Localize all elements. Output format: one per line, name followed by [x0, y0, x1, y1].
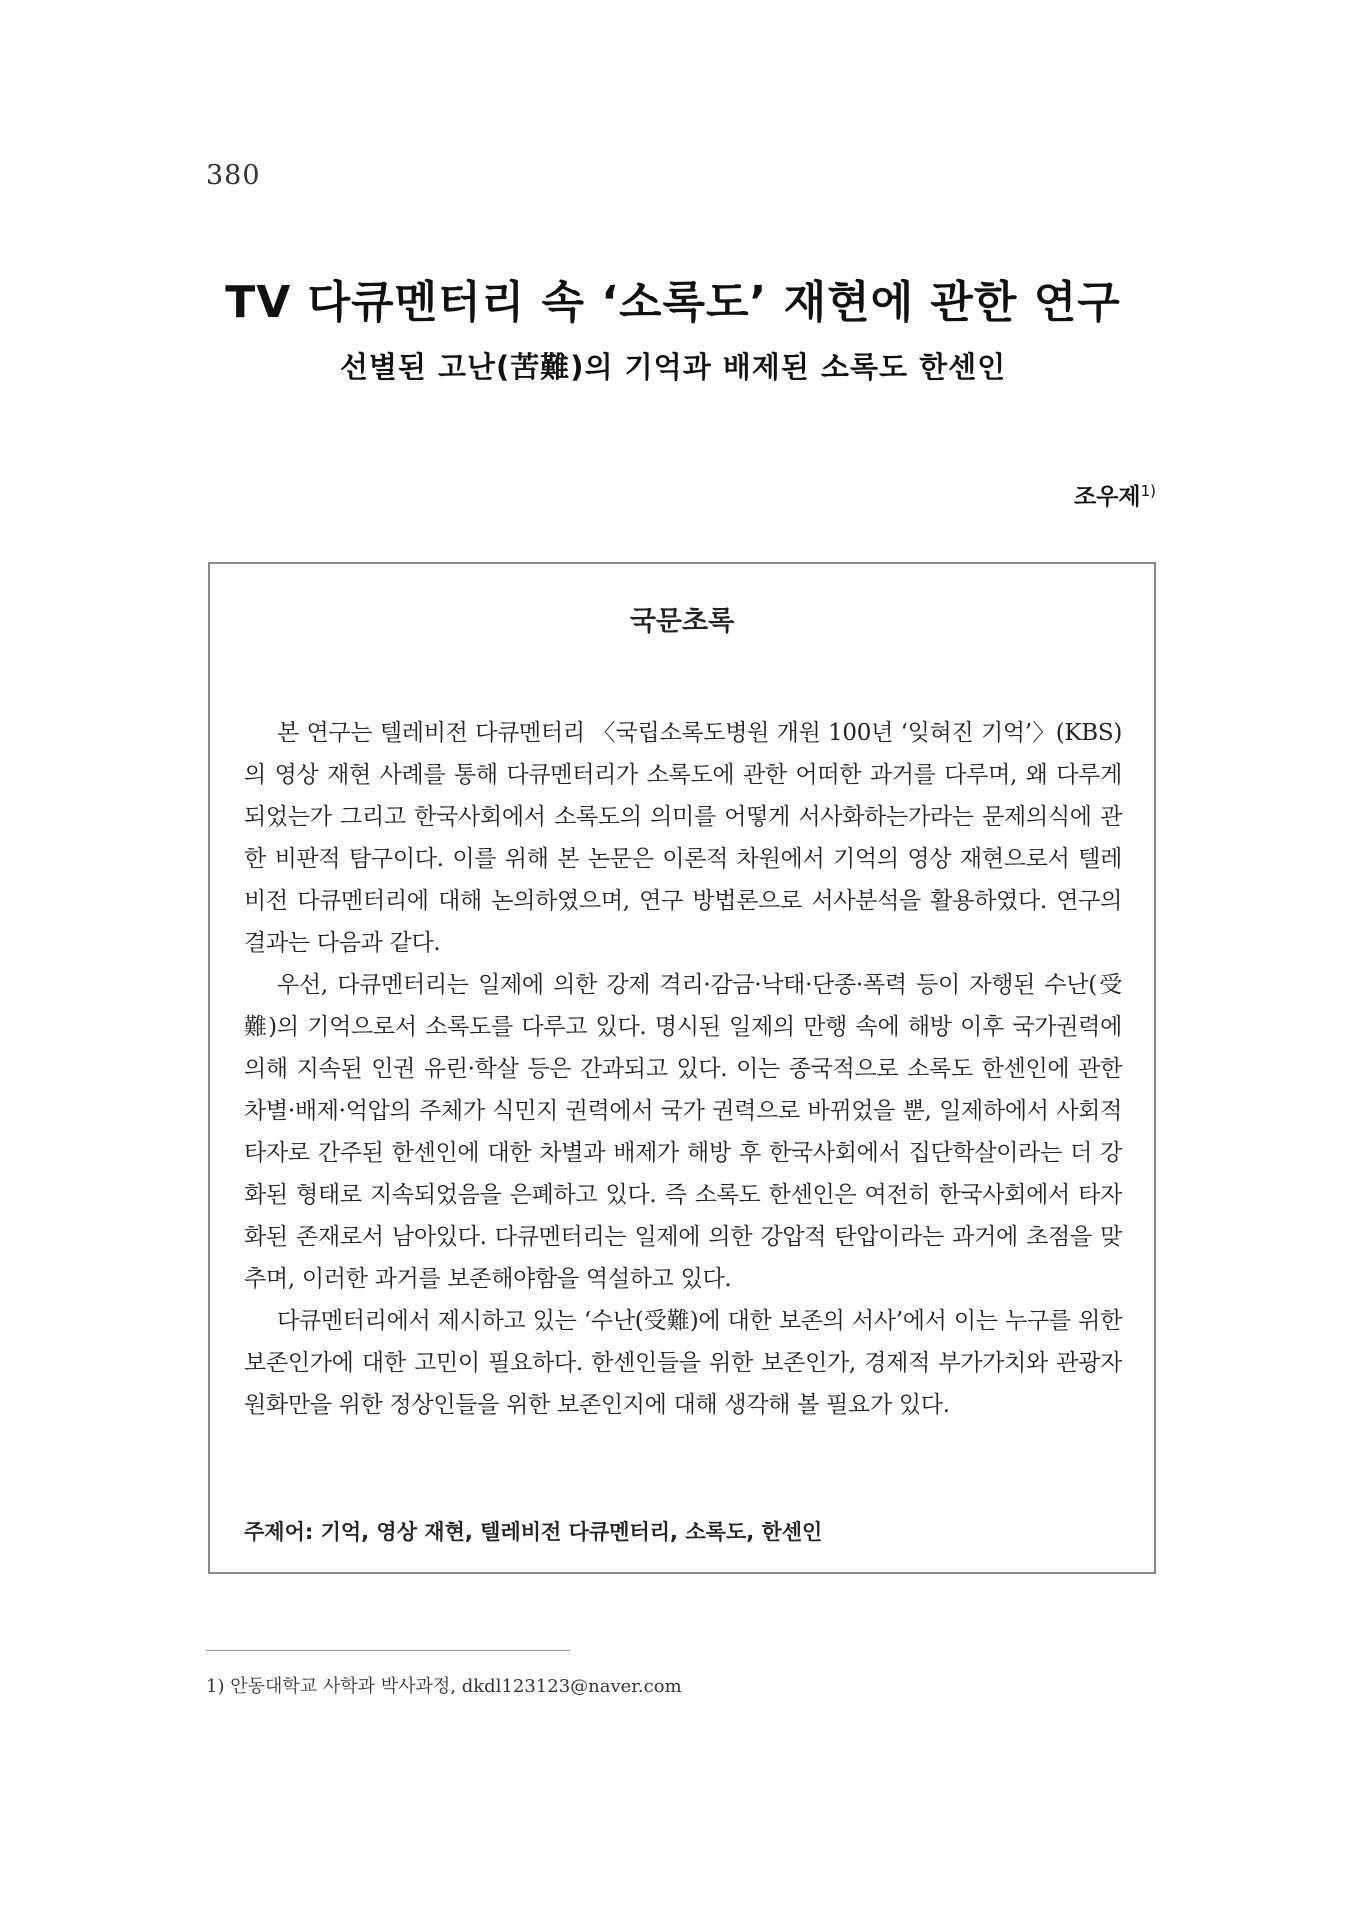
abstract-body — [244, 712, 1122, 1426]
footnote: 1) 안동대학교 사학과 박사과정, dkdl123123@naver.com — [206, 1676, 682, 1697]
author-name: 조우제 — [1073, 484, 1141, 510]
author — [1074, 478, 1156, 511]
abstract-heading: 국문초록 — [629, 606, 735, 637]
abstract-paragraph: 다큐멘터리에서 제시하고 있는 ‘수난(受難)에 대한 보존의 서사’에서 이는 누구를 위한 보존인가에 대한 고민이 필요하다. 한센인들을 위한 보존인가, 경제적 부가가치와 관광자원화만을 위한 정상인들을 위한 보존인지에 대해 생각해 볼 필요가 있다. — [244, 1308, 1122, 1418]
paper-title: TV 다큐멘터리 속 ‘소록도’ 재현에 관한 연구 — [225, 277, 1121, 328]
footnote-divider — [206, 1650, 570, 1651]
abstract-paragraph: 우선, 다큐멘터리는 일제에 의한 강제 격리·감금·낙태·단종·폭력 등이 자행된 수난(受難)의 기억으로서 소록도를 다루고 있다. 명시된 일제의 만행 속에 해방 이후 국가권력에 의해 지속된 인권 유린·학살 등은 간과되고 있다. 이는 종국적으로 소록도 한센인에 관한 차별·배제·억압의 주체가 식민지 권력에서 국가 권력으로 바뀌었을 뿐, 일제하에서 사회적 타자로 간주된 한센인에 대한 차별과 배제가 해방 후 한국사회에서 집단학살이라는 더 강화된 형태로 지속되었음을 은폐하고 있다. 즉 소록도 한센인은 여전히 한국사회에서 타자화된 존재로서 남아있다. 다큐멘터리는 일제에 의한 강압적 탄압이라는 과거에 초점을 맞추며, 이러한 과거를 보존해야함을 역설하고 있다. — [244, 972, 1122, 1292]
page-number: 380 — [206, 160, 261, 191]
abstract-box — [208, 562, 1156, 1574]
author-footnote-mark: 1) — [1140, 482, 1156, 500]
keywords: 주제어: 기억, 영상 재현, 텔레비전 다큐멘터리, 소록도, 한센인 — [244, 1520, 823, 1544]
abstract-paragraph: 본 연구는 텔레비전 다큐멘터리 〈국립소록도병원 개원 100년 ‘잊혀진 기억’〉(KBS)의 영상 재현 사례를 통해 다큐멘터리가 소록도에 관한 어떠한 과거를 다루며, 왜 다루게 되었는가 그리고 한국사회에서 소록도의 의미를 어떻게 서사화하는가라는 문제의식에 관한 비판적 탐구이다. 이를 위해 본 논문은 이론적 차원에서 기억의 영상 재현으로서 텔레비전 다큐멘터리에 대해 논의하였으며, 연구 방법론으로 서사분석을 활용하였다. 연구의 결과는 다음과 같다. — [244, 720, 1122, 956]
paper-subtitle: 선별된 고난(苦難)의 기억과 배제된 소록도 한센인 — [339, 350, 1007, 384]
